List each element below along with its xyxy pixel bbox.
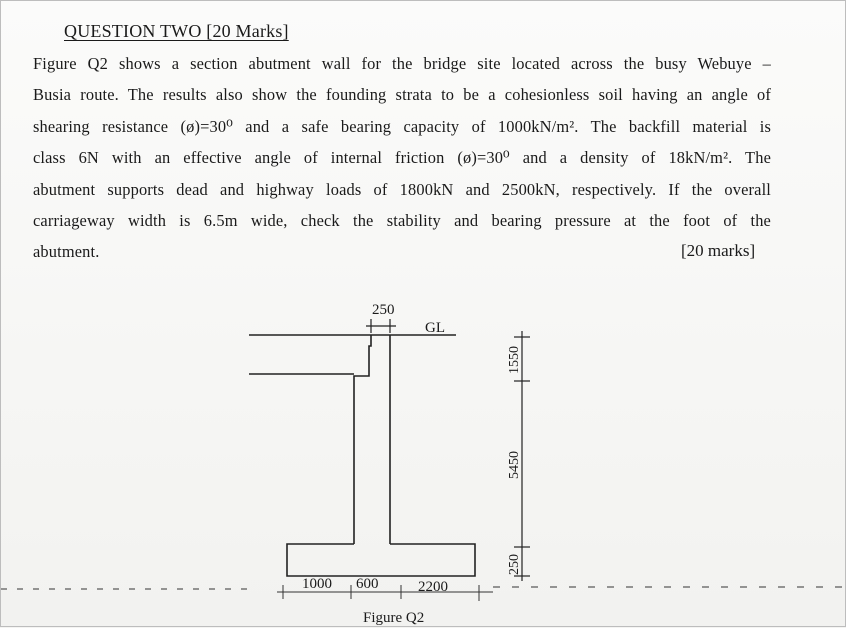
- abutment-outline: [249, 335, 475, 576]
- question-line: Figure Q2 shows a section abutment wall for the bridge site located across the busy Webuye –: [33, 54, 771, 73]
- question-line: shearing resistance (ø)=30⁰ and a safe bearing capacity of 1000kN/m². The backfill material is: [33, 116, 771, 136]
- question-line: abutment supports dead and highway loads of 1800kN and 2500kN, respectively. If the overall: [33, 179, 771, 199]
- ballast-wall-front: [354, 335, 371, 544]
- dim-heel-length: 2200: [418, 579, 448, 595]
- dim-stem-height: 5450: [507, 451, 522, 479]
- base-slab: [287, 544, 475, 576]
- question-line: carriageway width is 6.5m wide, check the stability and bearing pressure at the foot of the: [33, 211, 771, 231]
- dim-toe-length: 1000: [302, 576, 332, 592]
- question-line: class 6N with an effective angle of internal friction (ø)=30⁰ and a density of 18kN/m². The: [33, 148, 771, 168]
- question-heading: QUESTION TWO [20 Marks]: [64, 21, 289, 41]
- abutment-figure: [1, 1, 846, 628]
- top-width-dimension: [366, 319, 396, 333]
- dim-upper-height: 1550: [507, 346, 522, 374]
- dim-base-thickness: 250: [507, 554, 522, 575]
- question-line: abutment.: [33, 242, 100, 262]
- dim-top-width: 250: [372, 302, 395, 318]
- figure-caption: Figure Q2: [363, 610, 425, 626]
- ground-label: GL: [425, 320, 445, 336]
- dim-stem-width: 600: [356, 576, 379, 592]
- marks-label: [20 marks]: [681, 241, 756, 260]
- question-line: Busia route. The results also show the founding strata to be a cohesionless soil having an angle of: [33, 85, 771, 105]
